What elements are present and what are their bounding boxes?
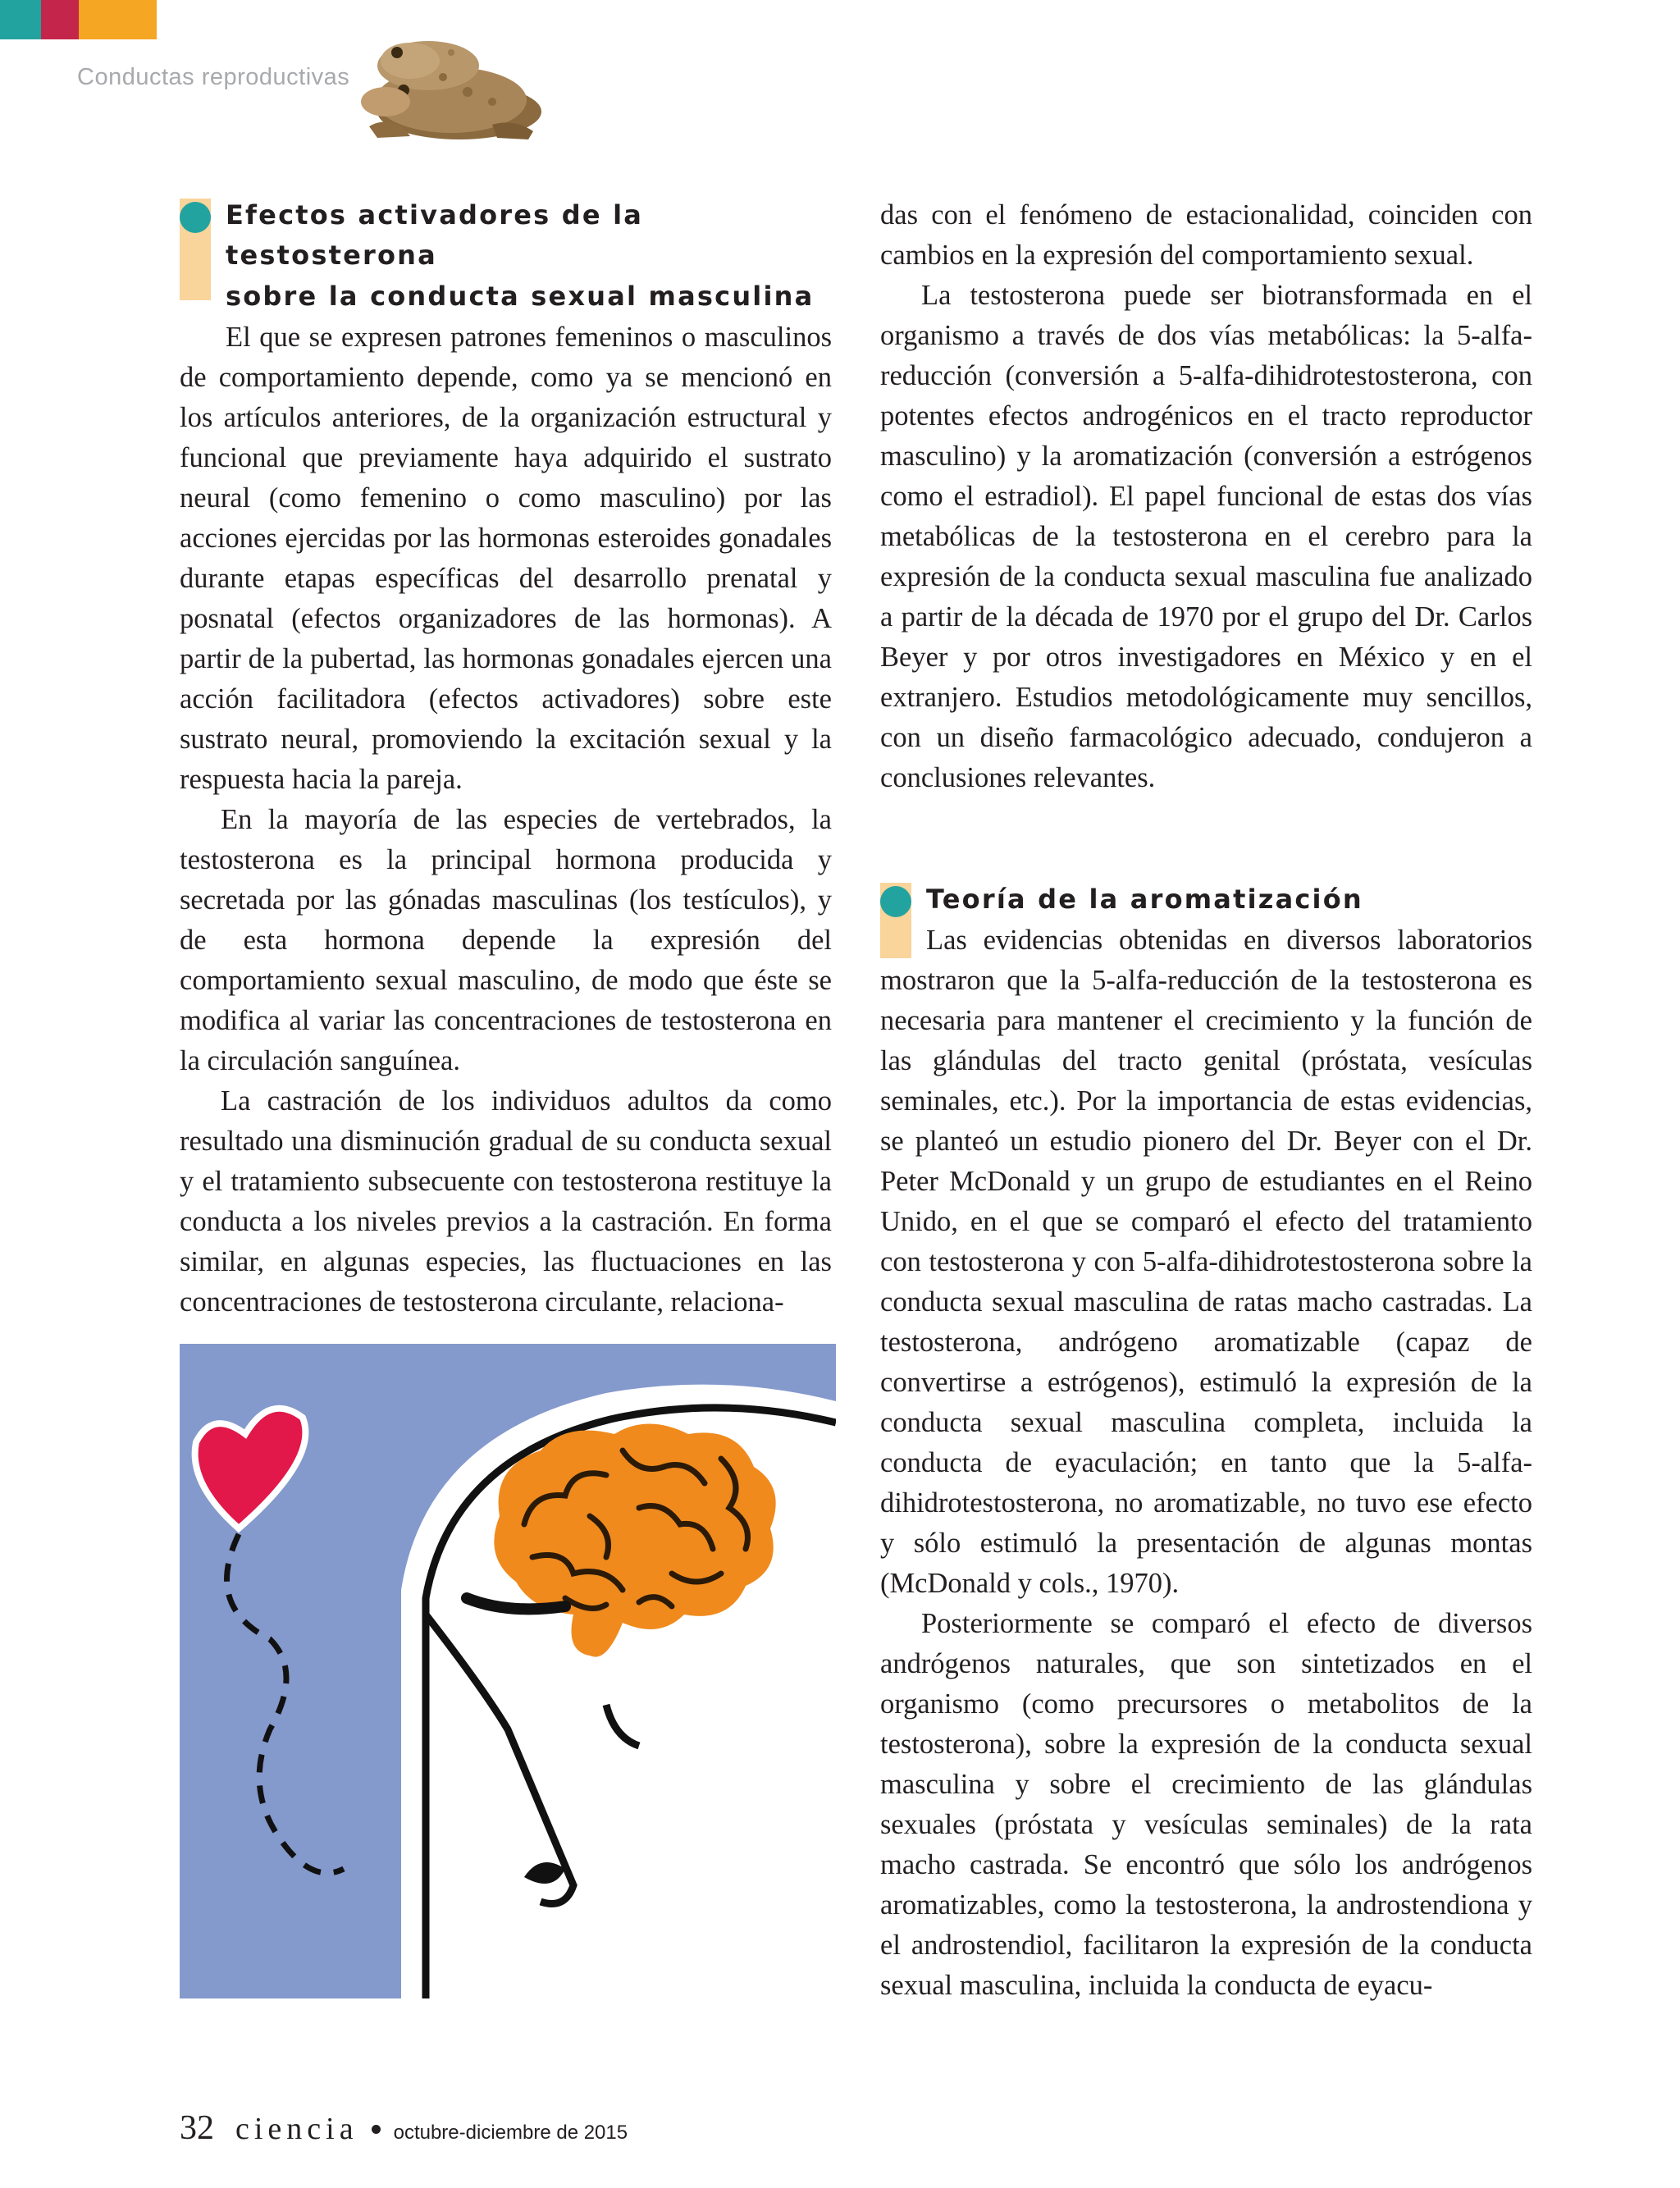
paragraph: Posteriormente se comparó el efecto de diversos andrógenos naturales, que son sintetizados en el organismo (como precursores o metabolitos de la testosterona), sobre la expresión de la conducta sexual masculina y sobre el crecimiento de las glándulas sexuales (próstata y vesículas seminales) de la rata macho castrada. Se encontró que sólo los andrógenos aromatizables, como la testosterona, la androstendiona y el androstendiol, facilitaron la expresión de la conducta sexual masculina, incluida la conducta de eyacu-: [880, 1608, 1532, 2001]
section-marker: [180, 199, 211, 300]
section-heading: Teoría de la aromatización: [926, 884, 1363, 915]
section-activating-effects: [180, 195, 832, 800]
color-bar-orange: [79, 0, 157, 39]
color-bar-crimson: [41, 0, 79, 39]
toad-image: [353, 20, 550, 143]
section-bullet-icon: [880, 886, 911, 917]
left-column: [180, 195, 832, 1322]
paragraph: Las evidencias obtenidas en diversos laboratorios mostraron que la 5-alfa-reducción de la testosterona es necesaria para mantener el crecimiento y la función de las glándulas del tracto genital (próstata, vesículas seminales, etc.). Por la importancia de estas evidencias, se planteó un estudio pionero del Dr. Beyer con el Dr. Peter McDonald y un grupo de estudiantes en el Reino Unido, en el que se comparó el efecto del tratamiento con testosterona y con 5-alfa-dihidrotestosterona sobre la conducta sexual masculina de ratas macho castradas. La testosterona, andrógeno aromatizable (capaz de convertirse a estrógenos), estimuló la expresión de la conducta sexual masculina completa, incluida la conducta de eyaculación; en tanto que la 5-alfa-dihidrotestosterona, no aromatizable, no tuvo ese efecto y sólo estimuló la presentación de algunas montas (McDonald y cols., 1970).: [880, 925, 1532, 1599]
color-bar-teal: [0, 0, 41, 39]
paragraph: La castración de los individuos adultos da como resultado una disminución gradual de su conducta sexual y el tratamiento subsecuente con testosterona restituye la conducta a los niveles previos a la castración. En forma similar, en algunas especies, las fluctuaciones en las concentraciones de testosterona circulante, relaciona-: [180, 1085, 832, 1318]
section-bullet-icon: [180, 202, 211, 233]
right-column: [880, 195, 1532, 2006]
page-number: 32: [180, 2109, 214, 2147]
running-head: Conductas reproductivas: [77, 64, 350, 90]
section-aromatization-theory: [880, 879, 1532, 1604]
page-footer: [180, 2108, 628, 2148]
footer-bullet-icon: [372, 2125, 381, 2134]
paragraph: En la mayoría de las especies de vertebrados, la testosterona es la principal hormona producida y secretada por las gónadas masculinas (los testículos), y de esta hormona depende la expresión del comportamiento sexual masculino, de modo que éste se modifica al variar las concentraciones de testosterona en la circulación sanguínea.: [180, 804, 832, 1076]
magazine-name: ciencia: [235, 2112, 358, 2146]
paragraph: El que se expresen patrones femeninos o masculinos de comportamiento depende, como ya se mencionó en los artículos anteriores, de la organización estructural y funcional que previamente haya adquirido el sustrato neural (como femenino o como masculino) por las acciones ejercidas por las hormonas esteroides gonadales durante etapas específicas del desarrollo prenatal y posnatal (efectos organizadores de las hormonas). A partir de la pubertad, las hormonas gonadales ejercen una acción facilitadora (efectos activadores) sobre este sustrato neural, promoviendo la excitación sexual y la respuesta hacia la pareja.: [180, 322, 832, 795]
head-brain-illustration: [180, 1344, 836, 1998]
issue-date: octubre-diciembre de 2015: [393, 2122, 628, 2144]
paragraph: La testosterona puede ser biotransformada en el organismo a través de dos vías metabólicas: la 5-alfa-reducción (conversión a 5-alfa-dihidrotestosterona, con potentes efectos androgénicos en el tracto reproductor masculino) y la aromatización (conversión a estrógenos como el estradiol). El papel funcional de estas dos vías metabólicas de la testosterona en el cerebro para la expresión de la conducta sexual masculina fue analizado a partir de la década de 1970 por el grupo del Dr. Carlos Beyer y por otros investigadores en México y en el extranjero. Estudios metodológicamente muy sencillos, con un diseño farmacológico adecuado, condujeron a conclusiones relevantes.: [880, 280, 1532, 793]
section-heading-line1: Efectos activadores de la testosterona: [226, 199, 644, 271]
section-marker: [880, 883, 911, 958]
section-heading-line2: sobre la conducta sexual masculina: [226, 281, 815, 312]
paragraph: das con el fenómeno de estacionalidad, coinciden con cambios en la expresión del comportamiento sexual.: [880, 199, 1532, 271]
